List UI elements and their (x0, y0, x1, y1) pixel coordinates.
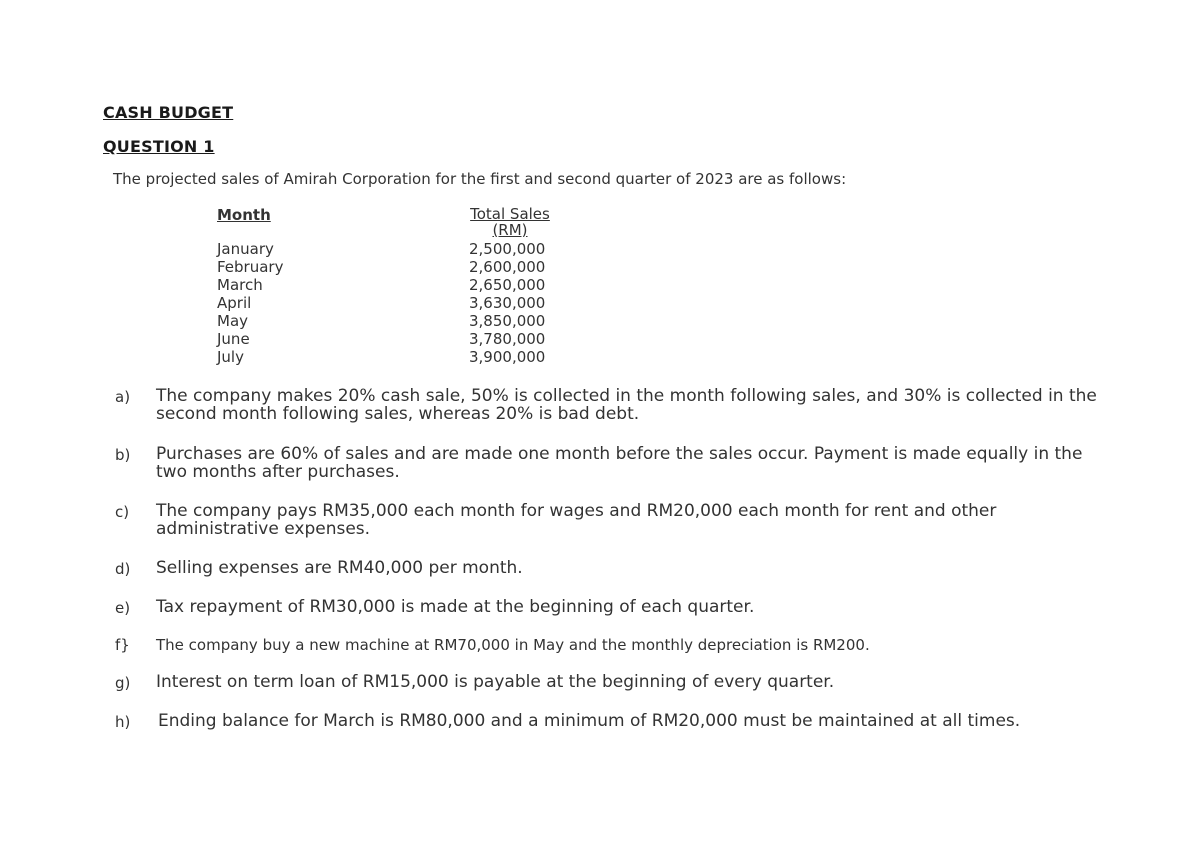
sales-cell: 3,780,000 (469, 330, 546, 348)
table-row (217, 240, 557, 258)
item-text: The company buy a new machine at RM70,000 in May and the monthly depreciation is RM200. (156, 636, 870, 654)
item-text: Tax repayment of RM30,000 is made at the beginning of each quarter. (156, 597, 755, 617)
item-letter: a) (115, 388, 131, 406)
item-text: Selling expenses are RM40,000 per month. (156, 558, 523, 578)
table-row (217, 312, 557, 330)
intro-paragraph: The projected sales of Amirah Corporation for the first and second quarter of 2023 are as follows: (113, 170, 847, 188)
item-text: Purchases are 60% of sales and are made one month before the sales occur. Payment is made equally in the two months after purchases. (156, 444, 1083, 482)
item-letter: f} (115, 636, 130, 654)
question-heading: QUESTION 1 (103, 137, 215, 156)
sales-cell: 2,500,000 (469, 240, 546, 258)
table-row (217, 258, 557, 276)
total-sales-header-line2: (RM) (492, 221, 528, 239)
item-letter: e) (115, 599, 131, 617)
sales-cell: 2,600,000 (469, 258, 546, 276)
document-title: CASH BUDGET (103, 103, 234, 122)
month-cell: May (217, 312, 249, 330)
sales-cell: 3,630,000 (469, 294, 546, 312)
sales-cell: 3,850,000 (469, 312, 546, 330)
item-letter: b) (115, 446, 131, 464)
item-letter: c) (115, 503, 130, 521)
total-sales-column-header (466, 206, 554, 238)
item-text: The company pays RM35,000 each month for wages and RM20,000 each month for rent and other administrative expenses. (156, 501, 997, 539)
month-column-header: Month (217, 206, 271, 224)
item-text: Interest on term loan of RM15,000 is payable at the beginning of every quarter. (156, 672, 835, 692)
month-cell: April (217, 294, 252, 312)
table-row (217, 348, 557, 366)
table-row (217, 330, 557, 348)
item-letter: h) (115, 713, 131, 731)
sales-cell: 2,650,000 (469, 276, 546, 294)
item-text: Ending balance for March is RM80,000 and a minimum of RM20,000 must be maintained at all times. (158, 711, 1021, 731)
month-cell: January (217, 240, 274, 258)
item-text: The company makes 20% cash sale, 50% is collected in the month following sales, and 30% is collected in the second month following sales, whereas 20% is bad debt. (156, 386, 1097, 424)
table-row (217, 294, 557, 312)
total-sales-header-line1: Total Sales (470, 205, 550, 223)
table-row (217, 276, 557, 294)
month-cell: March (217, 276, 263, 294)
month-cell: July (217, 348, 244, 366)
month-cell: February (217, 258, 284, 276)
item-letter: g) (115, 674, 131, 692)
month-cell: June (217, 330, 250, 348)
sales-cell: 3,900,000 (469, 348, 546, 366)
item-letter: d) (115, 560, 131, 578)
